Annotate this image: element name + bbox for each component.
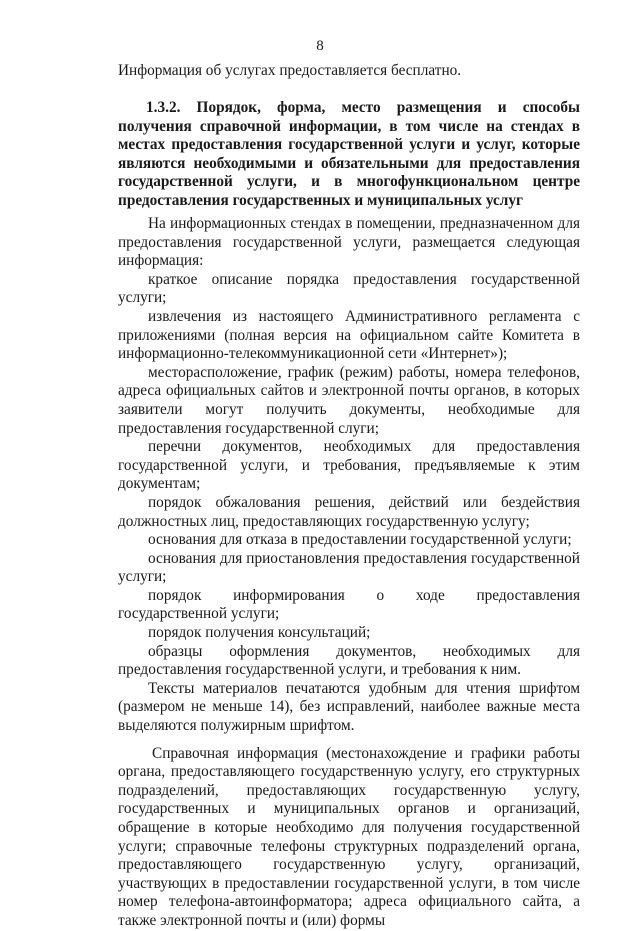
list-item: образцы оформления документов, необходимых для предоставления государственной услуги, и требования к ним. xyxy=(118,642,580,679)
intro-paragraph xyxy=(118,62,580,81)
section-heading xyxy=(118,99,580,211)
fonts-paragraph: Тексты материалов печатаются удобным для чтения шрифтом (размером не меньше 14), без исправлений, наиболее важные места выделяются полужирным шрифтом. xyxy=(118,679,580,735)
list-item: основания для отказа в предоставлении государственной услуги; xyxy=(148,531,572,549)
heading-text: 1.3.2. Порядок, форма, место размещения и способы получения справочной информации, в том числе на стендах в местах предоставления государственной услуги и услуг, которые являются необходимыми и обязательными для предоставления государственной услуги, и в многофункциональном центре предоставления государственных и муниципальных услуг xyxy=(118,99,580,209)
list-item: месторасположение, график (режим) работы, номера телефонов, адреса официальных сайтов и электронной почты органов, в которых заявители могут получить документы, необходимые для предоставления государственной слуги; xyxy=(118,363,580,437)
intro-text: Информация об услугах предоставляется бесплатно. xyxy=(118,62,462,79)
page-number: 8 xyxy=(316,38,324,54)
stands-section xyxy=(118,215,580,931)
list-item: перечни документов, необходимых для предоставления государственной услуги, и требования, предъявляемые к этим документам; xyxy=(118,438,580,493)
reference-paragraph: Справочная информация (местонахождение и графики работы органа, предоставляющего государственную услугу, его структурных подразделений, предоставляющих государственную услугу, государственных и муниципальных органов и организаций, обращение в которые необходимо для получения государственной услуги; справочные телефоны структурных подразделений органа, предоставляющего государственную услугу, организаций, участвующих в предоставлении государственной услуги, в том числе номер телефона-автоинформатора; адреса официального сайта, а также электронной почты и (или) формы xyxy=(118,744,580,929)
list-item: порядок получения консультаций; xyxy=(148,624,371,642)
list-item: порядок обжалования решения, действий или бездействия должностных лиц, предоставляющих государственную услугу; xyxy=(118,493,580,530)
list-item: порядок информирования о ходе предоставления государственной услуги; xyxy=(118,586,580,623)
list-item: основания для приостановления предоставления государственной услуги; xyxy=(118,549,580,586)
stands-intro: На информационных стендах в помещении, предназначенном для предоставления государственной услуги, размещается следующая информация: xyxy=(118,215,580,270)
list-item: краткое описание порядка предоставления государственной услуги; xyxy=(118,270,580,307)
list-item: извлечения из настоящего Административного регламента с приложениями (полная версия на официальном сайте Комитета в информационно-телекоммуникационной сети «Интернет»); xyxy=(118,307,580,363)
